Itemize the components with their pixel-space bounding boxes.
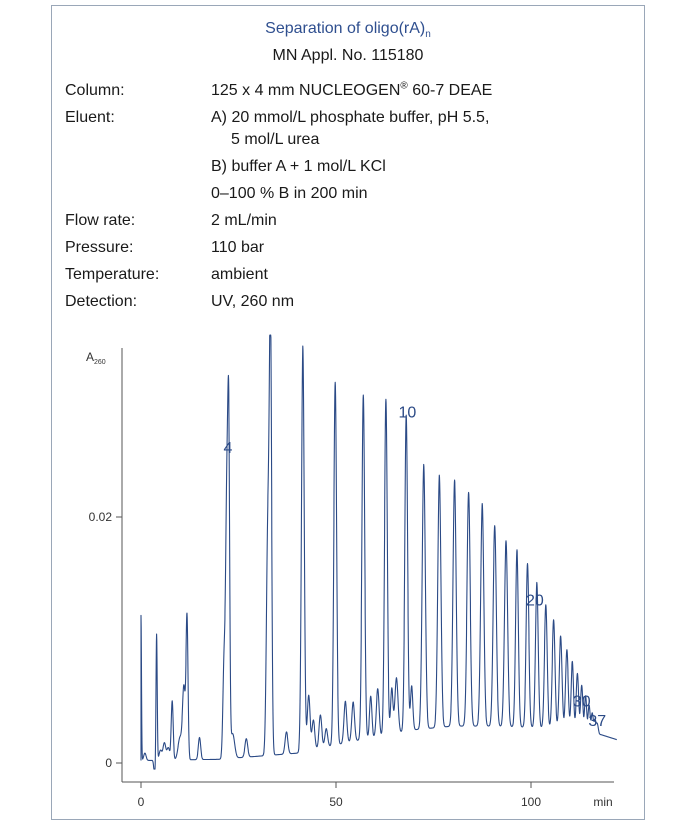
temperature-value: ambient (211, 266, 268, 283)
y-axis-label (86, 350, 106, 366)
x-axis-label: min (593, 795, 613, 809)
pressure-value: 110 bar (211, 239, 265, 256)
y-axis-label-subscript: 260 (94, 359, 106, 366)
y-axis-label-main: A (86, 350, 95, 364)
y-tick-label: 0.02 (88, 510, 112, 524)
eluent-a-line1: A) 20 mmol/L phosphate buffer, pH 5.5, (211, 109, 490, 126)
column-label: Column: (65, 82, 125, 99)
x-tick-label: 100 (520, 795, 542, 809)
column-value-name: 125 x 4 mm NUCLEOGEN (211, 82, 401, 99)
flow-value: 2 mL/min (211, 212, 277, 229)
peak-label: 10 (398, 404, 417, 422)
x-tick-label: 0 (137, 795, 145, 809)
detection-label: Detection: (65, 293, 138, 310)
chromatogram-trace (141, 335, 617, 769)
application-number: MN Appl. No. 115180 (272, 47, 424, 64)
peak-label: 4 (223, 440, 233, 458)
x-tick-label: 50 (329, 795, 343, 809)
detection-value: UV, 260 nm (211, 293, 295, 310)
eluent-b: B) buffer A + 1 mol/L KCl (211, 158, 386, 175)
temperature-label: Temperature: (65, 266, 160, 283)
title-text: Separation of oligo(rA) (265, 20, 426, 37)
peak-label: 37 (588, 713, 607, 731)
registered-mark: ® (400, 80, 408, 92)
pressure-label: Pressure: (65, 239, 134, 256)
peak-label: 30 (572, 693, 591, 711)
peak-label: 20 (526, 592, 544, 610)
flow-label: Flow rate: (65, 212, 136, 229)
gradient: 0–100 % B in 200 min (211, 185, 368, 202)
column-value-type: 60-7 DEAE (407, 82, 493, 99)
eluent-a-line2: 5 mol/L urea (231, 131, 320, 148)
eluent-label: Eluent: (65, 109, 115, 126)
title-subscript: n (425, 29, 431, 41)
y-tick-label: 0 (105, 756, 112, 770)
